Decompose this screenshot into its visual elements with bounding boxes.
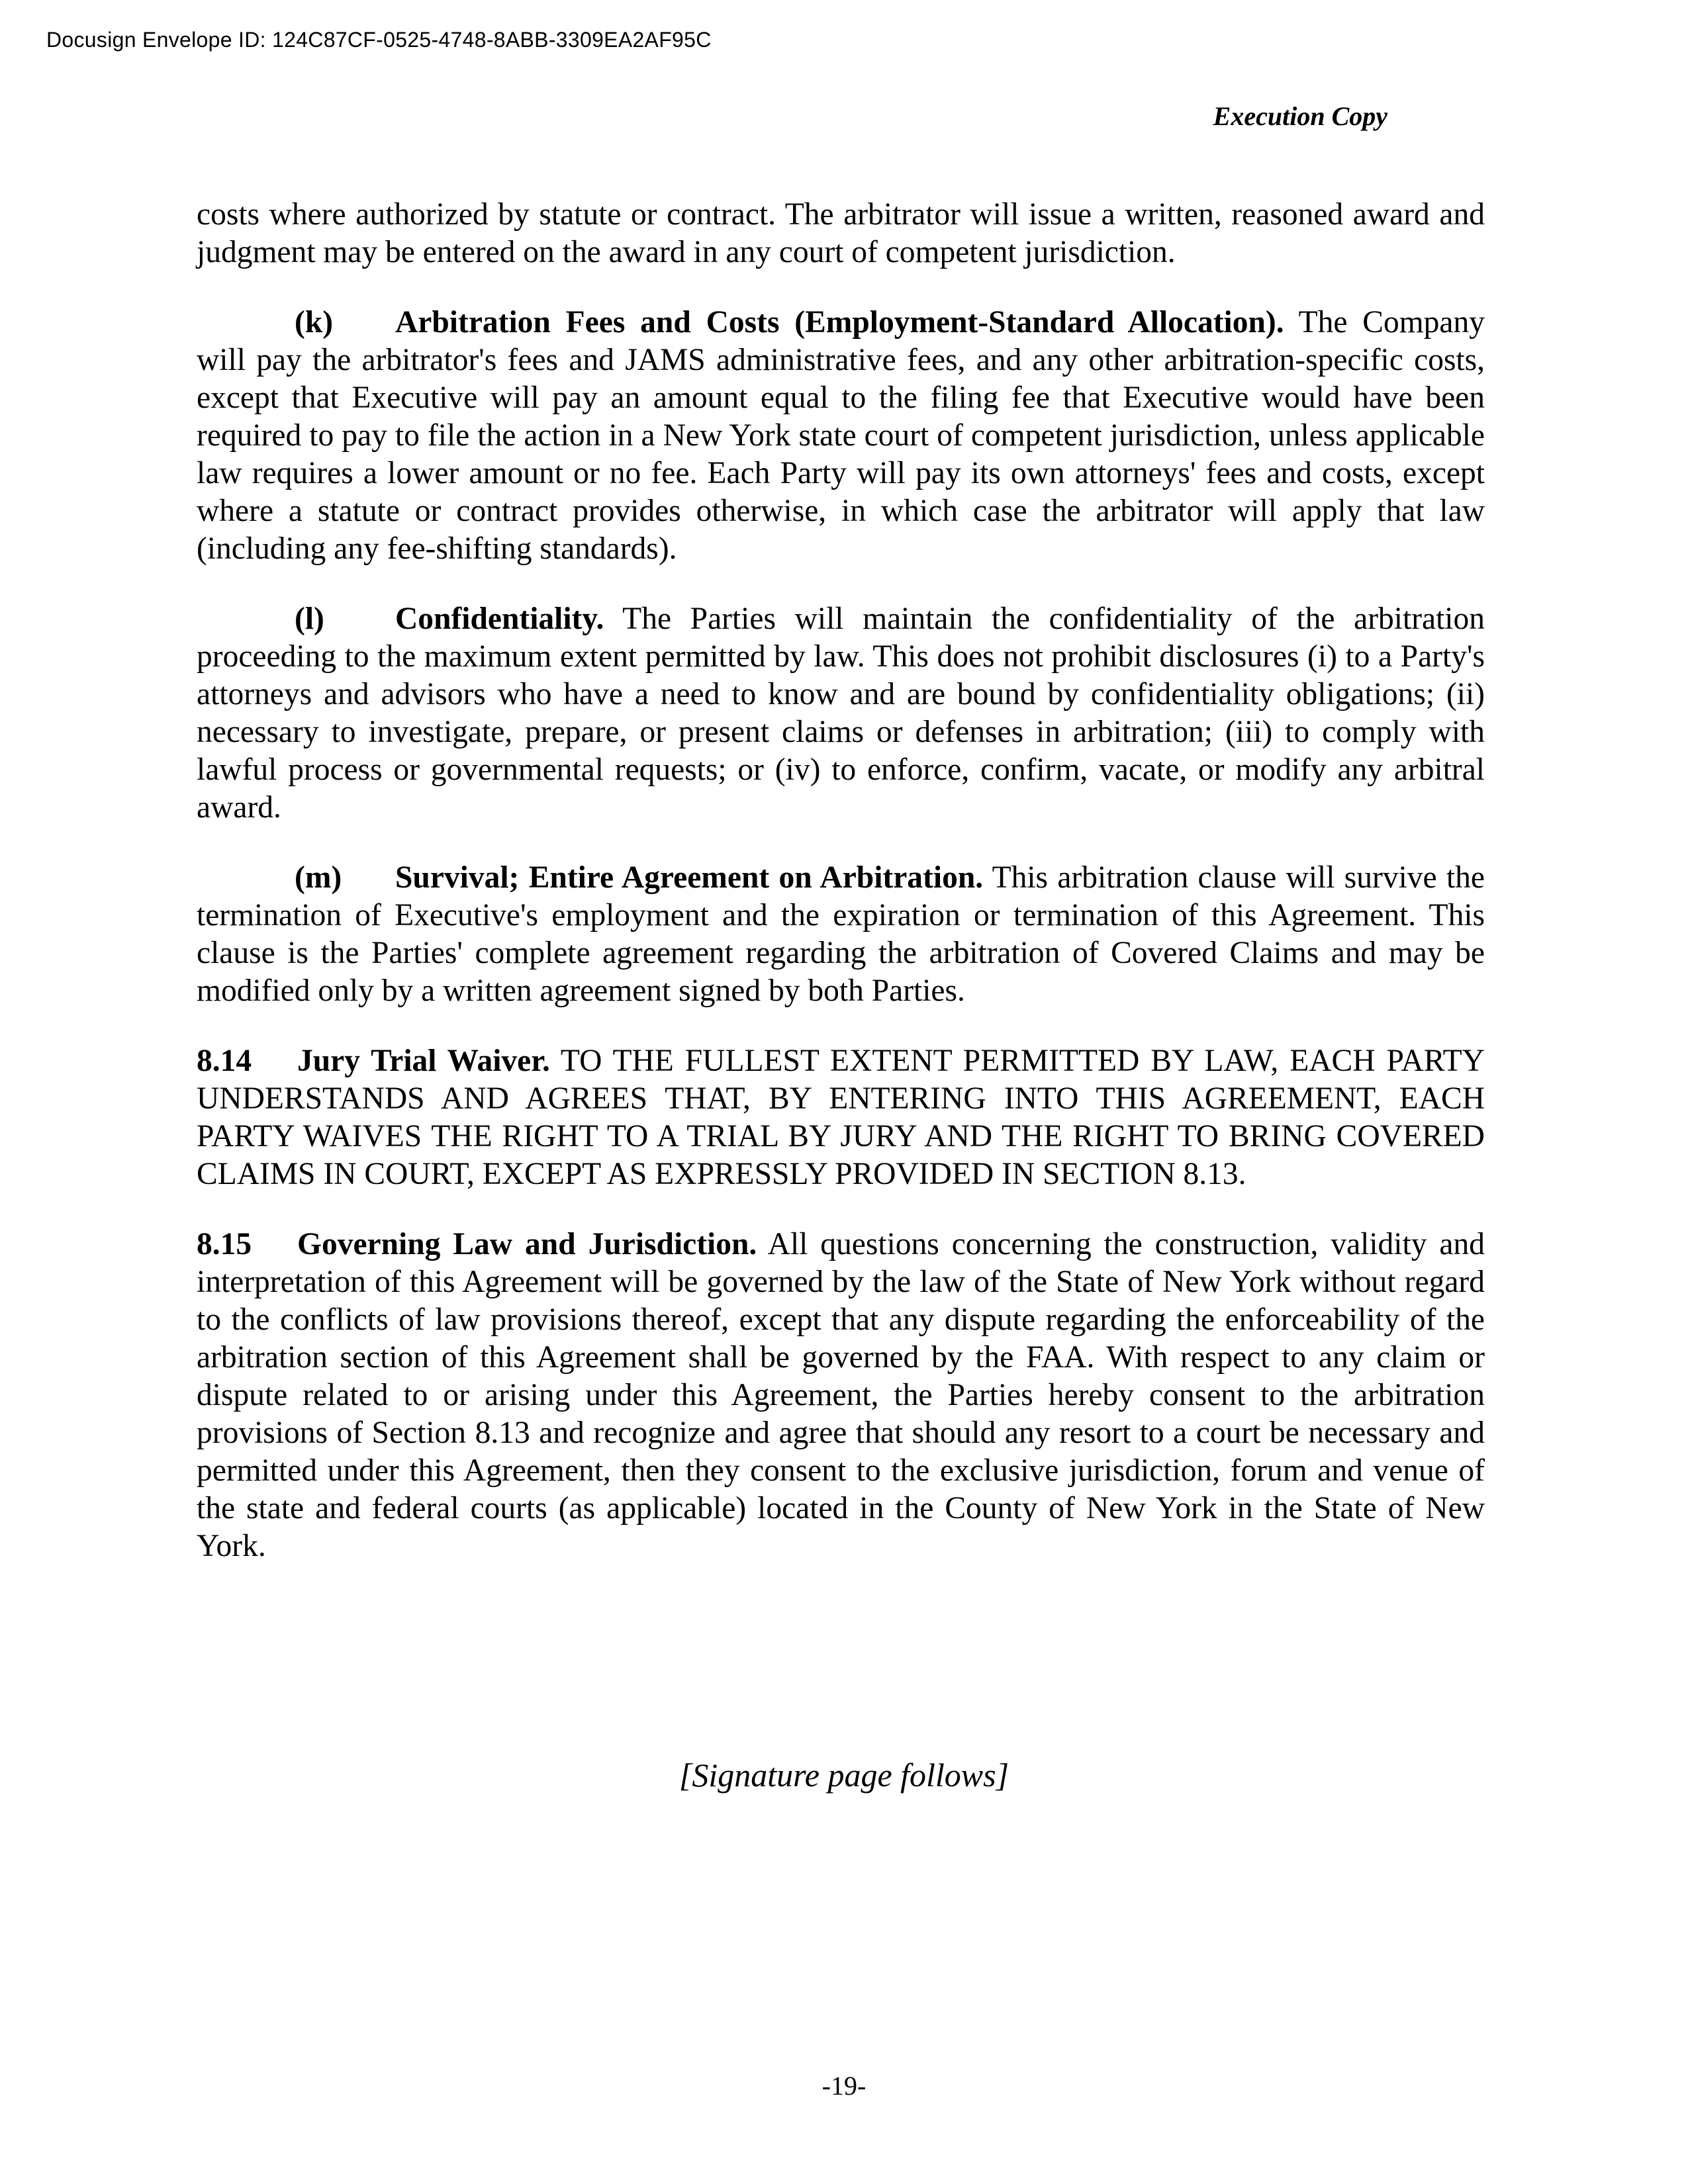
continuation-paragraph: costs where authorized by statute or contract. The arbitrator will issue a written, reasoned award and judgment may be entered on the award in any court of competent jurisdiction. bbox=[197, 197, 1485, 269]
subsection-heading: Survival; Entire Agreement on Arbitration. bbox=[395, 860, 984, 895]
section-8-14 bbox=[197, 1042, 1485, 1193]
subsection-l bbox=[197, 600, 1485, 827]
subsection-number: (m) bbox=[295, 860, 342, 895]
section-heading: Governing Law and Jurisdiction. bbox=[297, 1227, 757, 1261]
signature-page-note: [Signature page follows] bbox=[679, 1756, 1009, 1794]
execution-copy-label: Execution Copy bbox=[1213, 101, 1387, 131]
document-body bbox=[197, 196, 1485, 1565]
subsection-number: (l) bbox=[295, 602, 324, 636]
subsection-text: The Parties will maintain the confidentiality of the arbitration proceeding to the maximum extent permitted by law. This does not prohibit disclosures (i) to a Party's attorneys and advisors who have a need to know and are bound by confidentiality obligations; (ii) necessary to investigate, prepare, or present claims or defenses in arbitration; (iii) to comply with lawful process or governmental requests; or (iv) to enforce, confirm, vacate, or modify any arbitral award. bbox=[197, 602, 1485, 825]
section-text: TO THE FULLEST EXTENT PERMITTED BY LAW, EACH PARTY UNDERSTANDS AND AGREES THAT, BY ENTERING INTO THIS AGREEMENT, EACH PARTY WAIVES THE RIGHT TO A TRIAL BY JURY AND THE RIGHT TO BRING COVERED CLAIMS IN COURT, EXCEPT AS EXPRESSLY PROVIDED IN SECTION 8.13. bbox=[197, 1044, 1485, 1191]
section-number: 8.14 bbox=[197, 1044, 252, 1078]
section-heading: Jury Trial Waiver. bbox=[297, 1044, 550, 1078]
subsection-text: This arbitration clause will survive the termination of Executive's employment and the expiration or termination of this Agreement. This clause is the Parties' complete agreement regarding the arbitration of Covered Claims and may be modified only by a written agreement signed by both Parties. bbox=[197, 860, 1485, 1008]
envelope-id: Docusign Envelope ID: 124C87CF-0525-4748-8ABB-3309EA2AF95C bbox=[46, 28, 712, 52]
page-number: -19- bbox=[821, 2071, 867, 2101]
section-text: All questions concerning the construction, validity and interpretation of this Agreement will be governed by the law of the State of New York without regard to the conflicts of law provisions thereof, except that any dispute regarding the enforceability of the arbitration section of this Agreement shall be governed by the FAA. With respect to any claim or dispute related to or arising under this Agreement, the Parties hereby consent to the arbitration provisions of Section 8.13 and recognize and agree that should any resort to a court be necessary and permitted under this Agreement, then they consent to the exclusive jurisdiction, forum and venue of the state and federal courts (as applicable) located in the County of New York in the State of New York. bbox=[197, 1227, 1485, 1563]
subsection-heading: Confidentiality. bbox=[395, 602, 604, 636]
subsection-heading: Arbitration Fees and Costs (Employment-Standard Allocation). bbox=[395, 305, 1284, 340]
section-number: 8.15 bbox=[197, 1227, 252, 1261]
subsection-text: The Company will pay the arbitrator's fees and JAMS administrative fees, and any other arbitration-specific costs, except that Executive will pay an amount equal to the filing fee that Executive would have been required to pay to file the action in a New York state court of competent jurisdiction, unless applicable law requires a lower amount or no fee. Each Party will pay its own attorneys' fees and costs, except where a statute or contract provides otherwise, in which case the arbitrator will apply that law (including any fee-shifting standards). bbox=[197, 305, 1485, 566]
section-8-15 bbox=[197, 1226, 1485, 1565]
subsection-m bbox=[197, 859, 1485, 1010]
subsection-k bbox=[197, 304, 1485, 568]
subsection-number: (k) bbox=[295, 305, 334, 340]
